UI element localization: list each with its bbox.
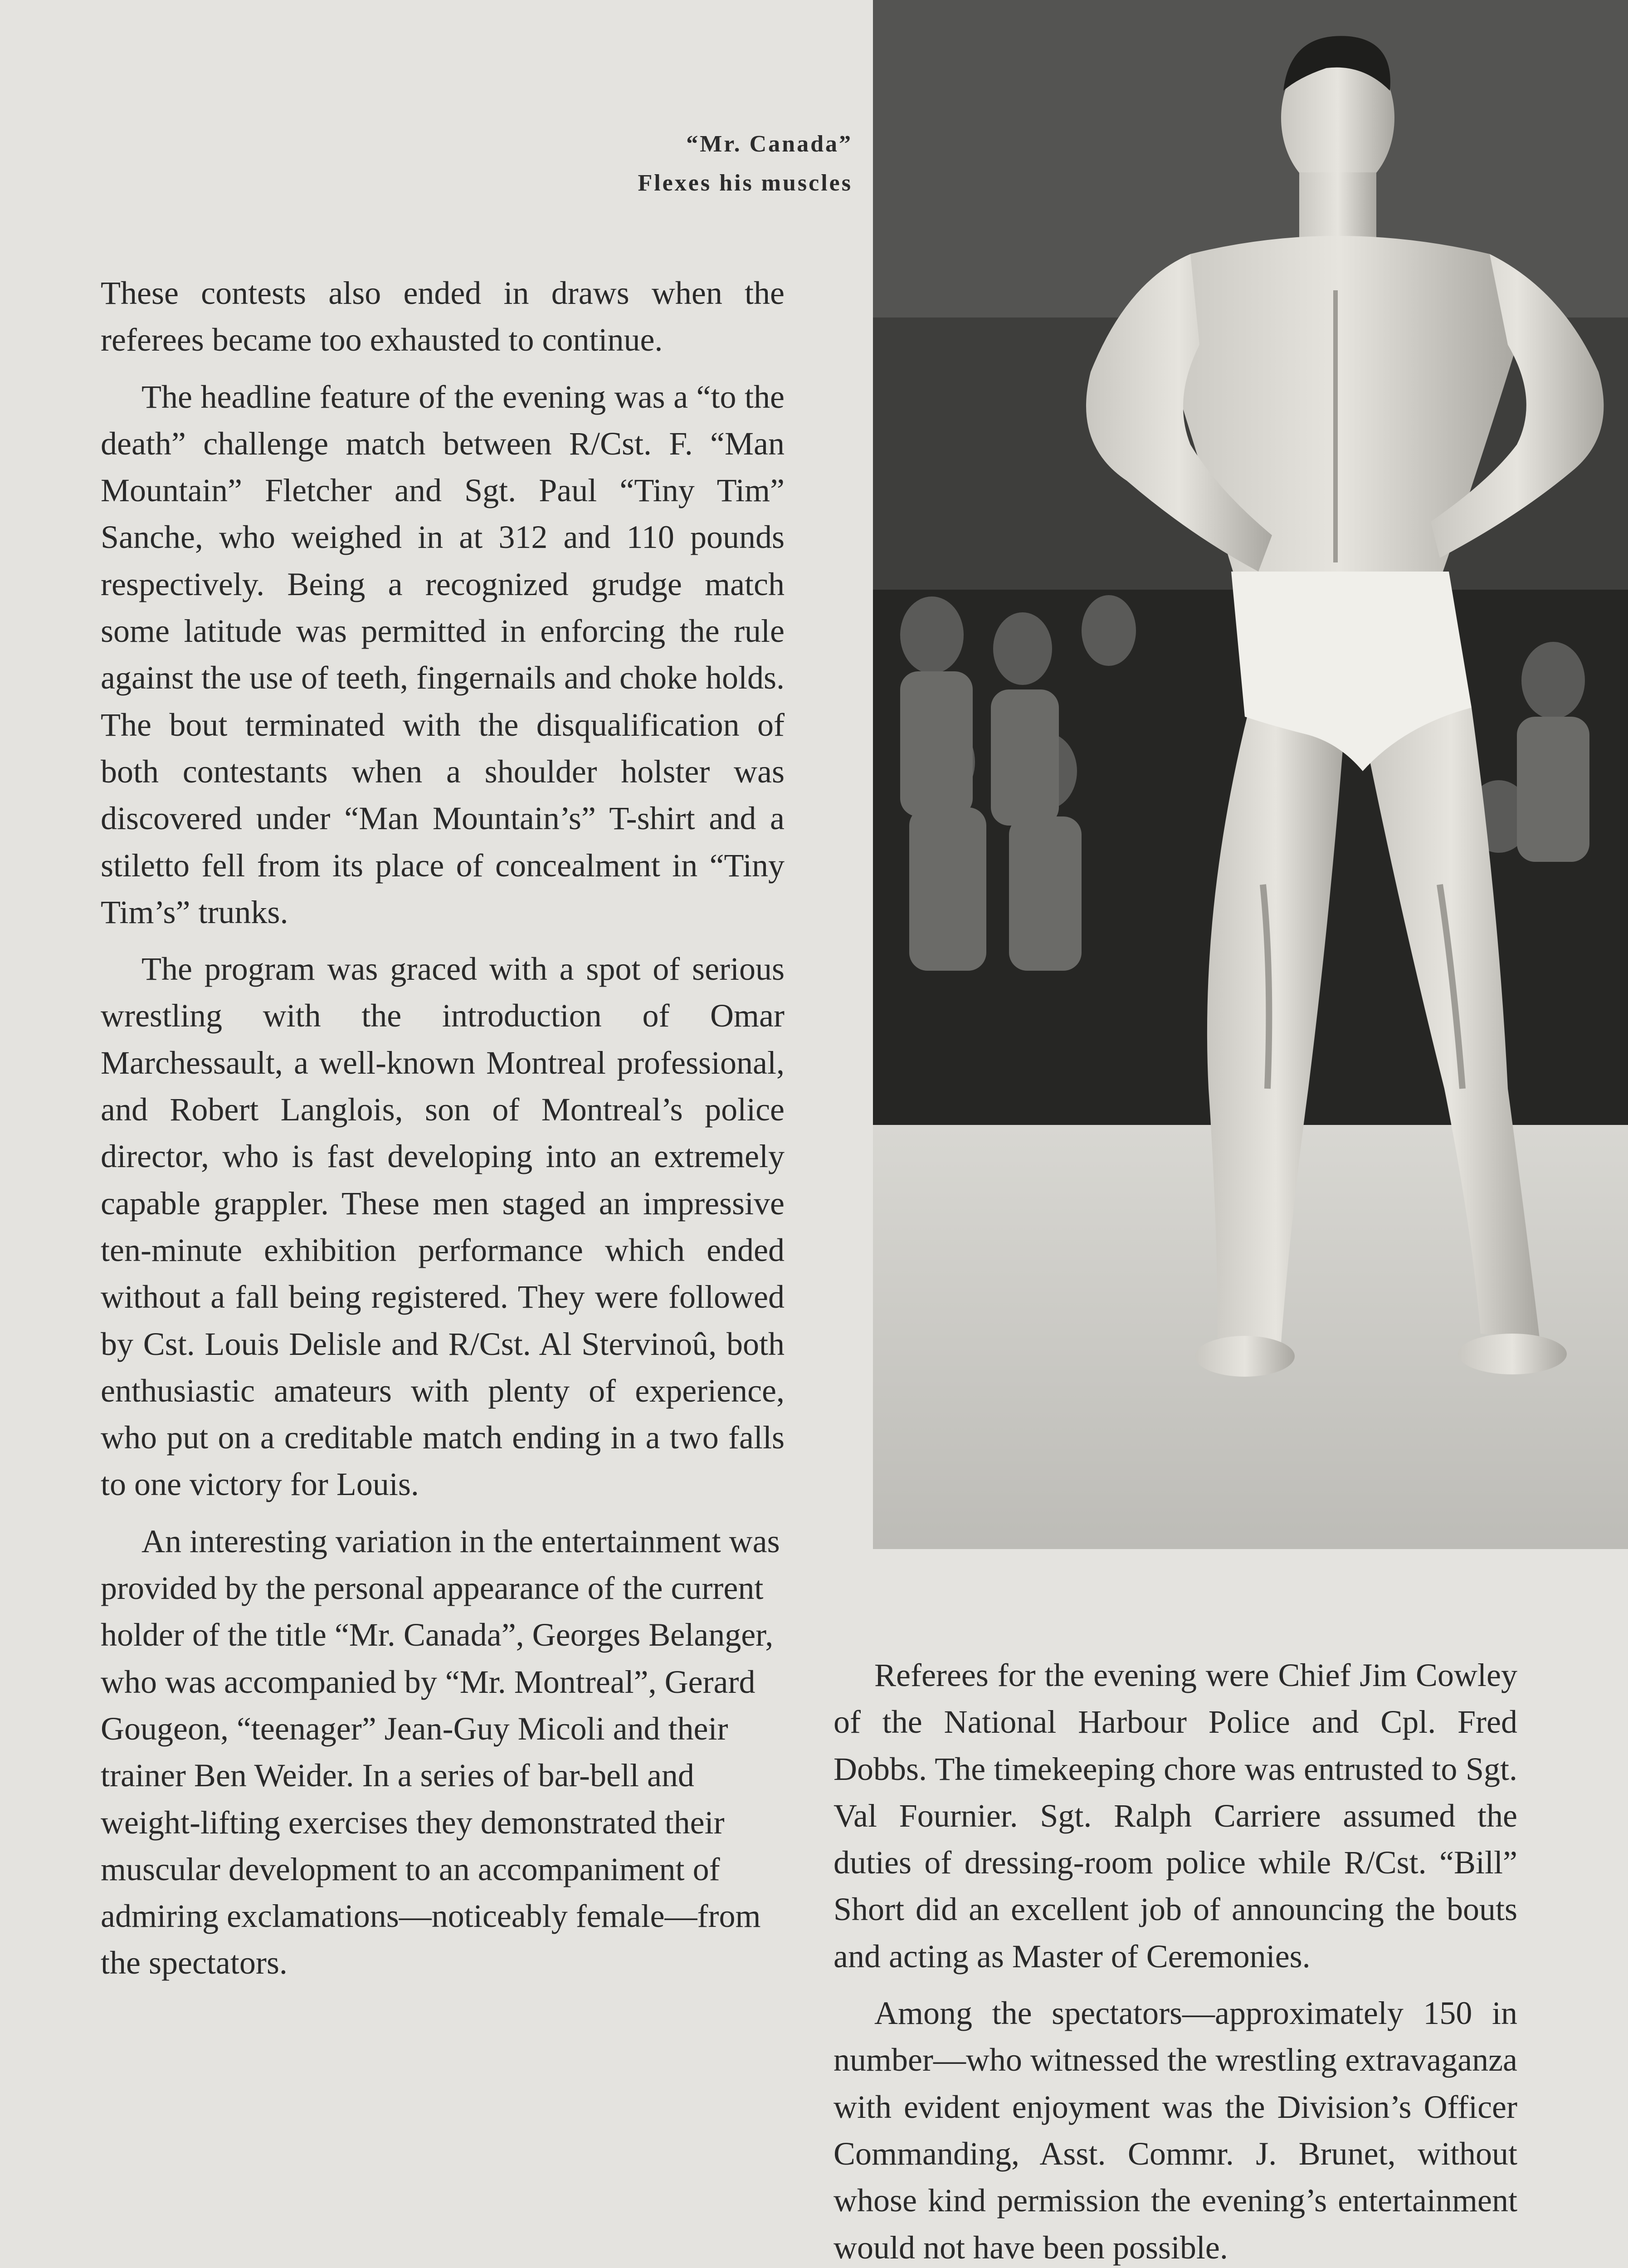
caption-line-1: “Mr. Canada” [686, 131, 853, 157]
right-text-column [833, 1652, 1517, 2268]
paragraph: These contests also ended in draws when the referees became too exhausted to continue. [101, 275, 785, 358]
paragraph: An interesting variation in the entertainment was provided by the personal appearance of the current holder of the title “Mr. Canada”, Georges Belanger, who was accompanied by “Mr. Montreal”, Gerard Gougeon, “teenager” Jean-Guy Micoli and their trainer Ben Weider. In a series of bar-bell and weight-lifting exercises they demonstrated their muscular development to an accompaniment of admiring exclamations—noticeably female—from the spectators. [101, 1523, 780, 1981]
bodybuilder-photo [873, 0, 1628, 1549]
left-text-column [101, 270, 785, 1997]
paragraph: Referees for the evening were Chief Jim Cowley of the National Harbour Police and Cpl. Fred Dobbs. The timekeeping chore was entrusted to Sgt. Val Fournier. Sgt. Ralph Carriere assumed the duties of dressing-room police while R/Cst. “Bill” Short did an excellent job of announcing the bouts and acting as Master of Ceremonies. [833, 1657, 1517, 1975]
bodybuilder-icon [873, 0, 1628, 1549]
paragraph: The program was graced with a spot of serious wrestling with the introduction of Omar Marchessault, a well-known Montreal professional, and Robert Langlois, son of Montreal’s police director, who is fast developing into an extremely capable grappler. These men staged an impressive ten-minute exhibition performance which ended without a fall being registered. They were followed by Cst. Louis Delisle and R/Cst. Al Stervinoû, both enthusiastic amateurs with plenty of experience, who put on a creditable match ending in a two falls to one victory for Louis. [101, 951, 785, 1503]
caption-line-2: Flexes his muscles [638, 170, 853, 196]
photo-caption [399, 125, 853, 203]
paragraph: Among the spectators—approximately 150 in number—who witnessed the wrestling extravaganza with evident enjoyment was the Division’s Officer Commanding, Asst. Commr. J. Brunet, without whose kind permission the evening’s entertainment would not have been possible. [833, 1995, 1517, 2266]
paragraph: The headline feature of the evening was a “to the death” challenge match between R/Cst. F. “Man Mountain” Fletcher and Sgt. Paul “Tiny Tim” Sanche, who weighed in at 312 and 110 pounds respectively. Being a recognized grudge match some latitude was permitted in enforcing the rule against the use of teeth, fingernails and choke holds. The bout terminated with the disqualification of both contestants when a shoulder holster was discovered under “Man Mountain’s” T-shirt and a stiletto fell from its place of concealment in “Tiny Tim’s” trunks. [101, 378, 785, 930]
